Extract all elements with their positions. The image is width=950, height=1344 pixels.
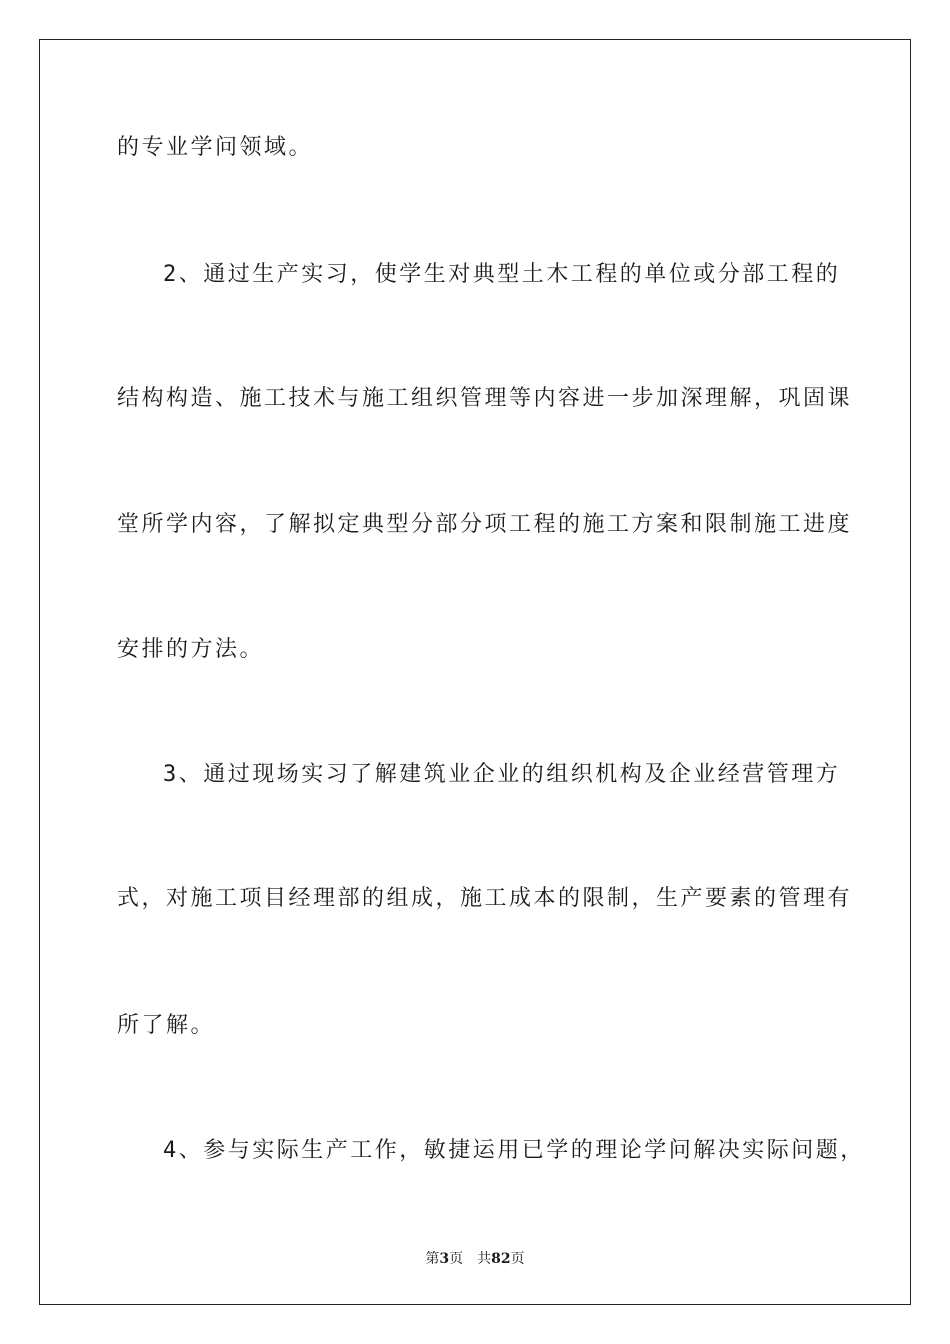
footer-total-prefix: 共 [477,1251,492,1267]
footer-page-suffix: 页 [449,1251,464,1267]
footer-total-suffix: 页 [510,1251,525,1267]
page-footer [0,1248,950,1268]
body-line-3: 结构构造、施工技术与施工组织管理等内容进一步加深理解，巩固课 [117,386,853,411]
body-line-9: 4、参与实际生产工作，敏捷运用已学的理论学问解决实际问题， [163,1138,865,1163]
body-line-2: 2、通过生产实习，使学生对典型土木工程的单位或分部工程的 [163,262,841,287]
body-line-4: 堂所学内容，了解拟定典型分部分项工程的施工方案和限制施工进度 [117,512,853,537]
body-line-7: 式，对施工项目经理部的组成，施工成本的限制，生产要素的管理有 [117,886,853,911]
body-line-1: 的专业学问领域。 [117,135,314,160]
body-line-5: 安排的方法。 [117,637,265,662]
body-line-6: 3、通过现场实习了解建筑业企业的组织机构及企业经营管理方 [163,762,841,787]
footer-page-number: 3 [439,1251,450,1267]
body-line-8: 所了解。 [117,1013,216,1038]
footer-page-prefix: 第 [425,1251,440,1267]
page-frame [39,39,911,1305]
footer-total-pages: 82 [491,1251,511,1267]
